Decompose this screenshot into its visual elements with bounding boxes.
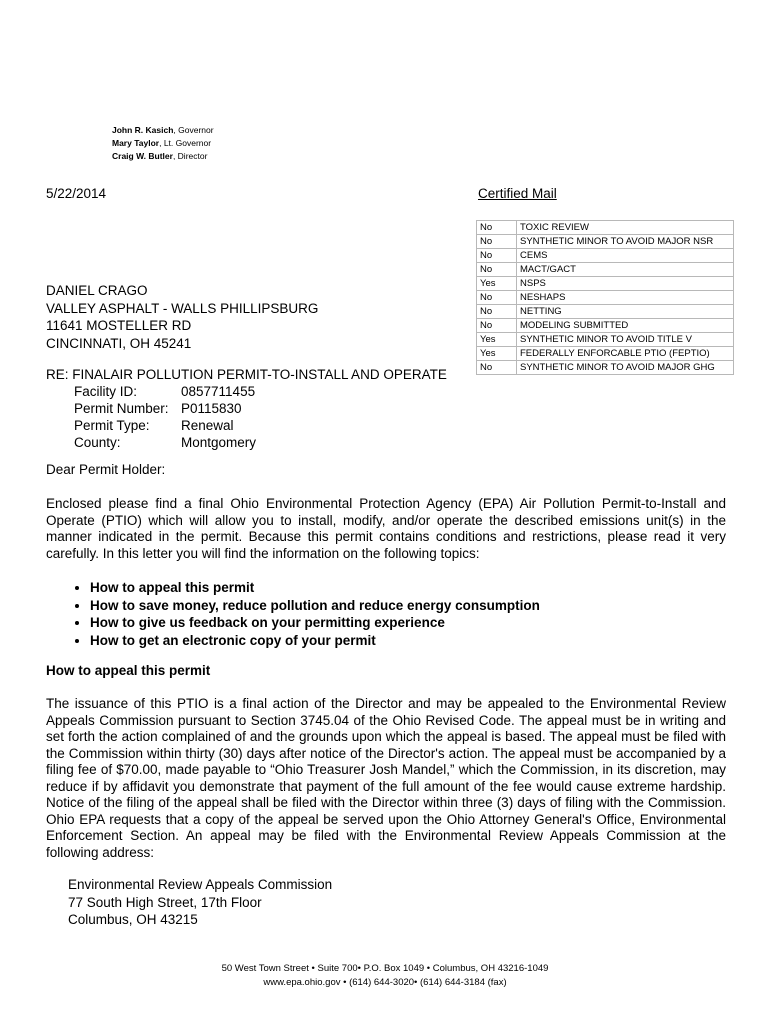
appeal-address-line: Environmental Review Appeals Commission [68,877,333,892]
county-label: County: [74,435,121,450]
certified-mail-label: Certified Mail [478,186,557,201]
table-row [477,249,734,263]
table-row [477,263,734,277]
footer-address: 50 West Town Street • Suite 700• P.O. Box 1049 • Columbus, OH 43216-1049 [221,963,549,974]
flag-value: No [477,249,517,263]
flag-value: No [477,263,517,277]
table-row [477,347,734,361]
flag-label: SYNTHETIC MINOR TO AVOID TITLE V [517,333,734,347]
letterhead-footer [0,962,770,990]
recipient-city: CINCINNATI, OH 45241 [46,335,192,351]
official-lt-governor: Mary Taylor, Lt. Governor [112,138,212,148]
list-item: • How to save money, reduce pollution and reduce energy consumption [90,597,540,615]
flag-label: NSPS [517,277,734,291]
flag-value: No [477,361,517,375]
footer-contact: www.epa.ohio.gov • (614) 644-3020• (614) 644-3184 (fax) [263,977,507,988]
appeal-paragraph: The issuance of this PTIO is a final action of the Director and may be appealed to the Environmental Review Appeals Commission pursuant to Section 3745.04 of the Ohio Revised Code. The appeal must be in writing and set forth the action complained of and the grounds upon which the appeal is based. The appeal must be filed with the Commission within thirty (30) days after notice of the Director's action. The appeal must be accompanied by a filing fee of $70.00, made payable to “Ohio Treasurer Josh Mandel,” which the Commission, in its discretion, may reduce if by affidavit you demonstrate that payment of the full amount of the fee would cause extreme hardship. Notice of the filing of the appeal shall be filed with the Director within three (3) days of filing with the Commission. Ohio EPA requests that a copy of the appeal be served upon the Ohio Attorney General's Office, Environmental Enforcement Section. An appeal may be filed with the Environmental Review Appeals Commission at the following address: [46,696,726,860]
salutation: Dear Permit Holder: [46,462,166,477]
flag-value: No [477,305,517,319]
table-row [477,305,734,319]
flag-label: NESHAPS [517,291,734,305]
flag-label: TOXIC REVIEW [517,221,734,235]
flag-label: SYNTHETIC MINOR TO AVOID MAJOR GHG [517,361,734,375]
flag-label: MACT/GACT [517,263,734,277]
re-block [46,366,447,451]
official-governor: John R. Kasich, Governor [112,125,214,135]
letter-date: 5/22/2014 [46,186,107,201]
flag-value: Yes [477,277,517,291]
flag-value: No [477,291,517,305]
flag-label: SYNTHETIC MINOR TO AVOID MAJOR NSR [517,235,734,249]
table-row [477,319,734,333]
permit-number-value: P0115830 [181,401,242,416]
flag-label: CEMS [517,249,734,263]
recipient-street: 11641 MOSTELLER RD [46,318,192,333]
flag-value: No [477,235,517,249]
officials-block [112,124,214,163]
permit-type-label: Permit Type: [74,418,150,433]
appeal-address-line: Columbus, OH 43215 [68,912,198,927]
official-director: Craig W. Butler, Director [112,151,208,161]
permit-details [74,383,447,451]
flag-label: MODELING SUBMITTED [517,319,734,333]
flag-value: Yes [477,333,517,347]
flag-value: No [477,221,517,235]
permit-number-label: Permit Number: [74,401,169,416]
table-row [477,291,734,305]
facility-id-label: Facility ID: [74,384,138,399]
county-value: Montgomery [181,435,257,450]
flag-value: No [477,319,517,333]
table-row [477,361,734,375]
table-row [477,221,734,235]
list-item: • How to get an electronic copy of your permit [90,632,540,650]
intro-paragraph: Enclosed please find a final Ohio Environmental Protection Agency (EPA) Air Pollution Permit-to-Install and Operate (PTIO) which will allow you to install, modify, and/or operate the described emissions unit(s) in the manner indicated in the permit. Because this permit contains conditions and restrictions, please read it very carefully. In this letter you will find the information on the following topics: [46,496,726,561]
topics-list [46,579,540,649]
appeal-address-line: 77 South High Street, 17th Floor [68,894,262,910]
table-row [477,277,734,291]
list-item: • How to appeal this permit [90,579,540,597]
flag-value: Yes [477,347,517,361]
list-item: • How to give us feedback on your permitting experience [90,614,540,632]
table-row [477,235,734,249]
permit-flags-table [476,220,734,375]
recipient-address [46,282,318,352]
appeal-address [68,876,332,929]
appeal-heading: How to appeal this permit [46,663,211,678]
re-line: RE: FINALAIR POLLUTION PERMIT-TO-INSTALL AND OPERATE [46,367,447,382]
table-row [477,333,734,347]
recipient-name: DANIEL CRAGO [46,283,148,298]
flag-label: FEDERALLY ENFORCABLE PTIO (FEPTIO) [517,347,734,361]
permit-type-value: Renewal [181,418,234,433]
facility-id-value: 0857711455 [181,384,256,399]
recipient-company: VALLEY ASPHALT - WALLS PHILLIPSBURG [46,300,319,316]
flag-label: NETTING [517,305,734,319]
